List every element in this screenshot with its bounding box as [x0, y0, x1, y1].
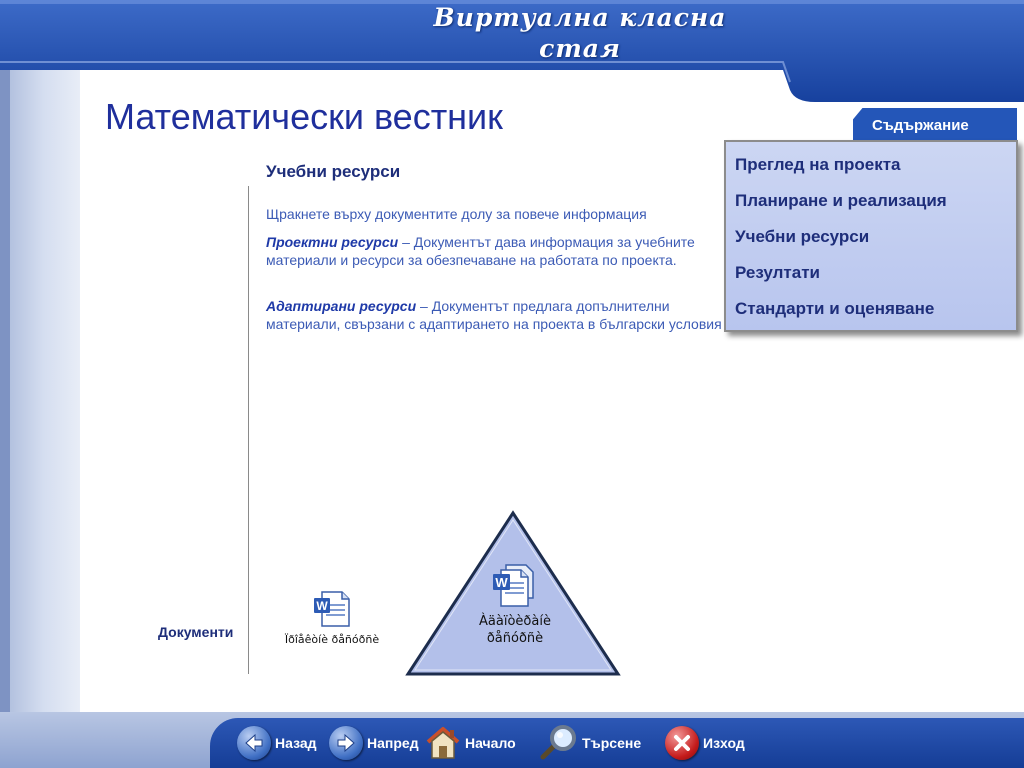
back-label: Назад [275, 735, 317, 751]
document-caption: Ïðîåêòíè ðåñóðñè [284, 633, 380, 646]
toc-item-planning[interactable]: Планиране и реализация [735, 191, 947, 210]
left-decor-band [0, 70, 80, 720]
document-project-resources[interactable] [284, 590, 380, 646]
contents-tab[interactable]: Съдържание [872, 117, 969, 134]
page-title: Математически вестник [105, 96, 503, 137]
resource-term: Адаптирани ресурси [266, 298, 417, 314]
document-adapted-resources[interactable] [470, 564, 560, 647]
toc-item-standards[interactable]: Стандарти и оценяване [735, 299, 935, 318]
document-caption-line1: Àäàïòèðàíè [479, 614, 551, 629]
vertical-divider [248, 186, 249, 674]
toc-item-learning-resources[interactable]: Учебни ресурси [735, 227, 870, 246]
toc-item-results[interactable]: Резултати [735, 263, 820, 282]
back-button[interactable] [237, 723, 317, 763]
brand-line2: стая [539, 34, 621, 63]
svg-text:W: W [495, 575, 508, 590]
home-icon [425, 726, 461, 760]
forward-label: Напред [367, 735, 419, 751]
close-icon [665, 726, 699, 760]
search-button[interactable] [538, 723, 641, 763]
arrow-left-icon [237, 726, 271, 760]
word-document-icon [312, 590, 352, 628]
brand-line1: Виртуална класна [433, 3, 727, 32]
search-icon [538, 725, 578, 761]
documents-label: Документи [158, 624, 234, 640]
exit-button[interactable] [665, 723, 745, 763]
intro-text: Щракнете върху документите долу за повече информация [266, 206, 647, 222]
resource-term: Проектни ресурси [266, 234, 399, 250]
brand-title [400, 2, 760, 64]
header-band [0, 0, 1024, 102]
arrow-right-icon [329, 726, 363, 760]
toc-item-project-overview[interactable]: Преглед на проекта [735, 155, 901, 174]
contents-menu [724, 140, 1018, 332]
home-button[interactable] [425, 723, 516, 763]
resource-desc-adapted [266, 297, 722, 333]
resource-desc-project [266, 233, 722, 269]
forward-button[interactable] [329, 723, 419, 763]
document-caption-line2: ðåñóðñè [486, 631, 544, 646]
search-label: Търсене [582, 735, 642, 751]
resource-text: – Документът дава информация за учебните материали и ресурси за обезпечаване на работата по проекта. [266, 234, 695, 268]
word-document-icon [492, 564, 538, 608]
section-title: Учебни ресурси [266, 162, 401, 181]
home-label: Начало [465, 735, 516, 751]
resource-text: – Документът предлага допълнителни материали, свързани с адаптирането на проекта в български условия [266, 298, 722, 332]
svg-text:W: W [316, 599, 328, 613]
exit-label: Изход [703, 735, 745, 751]
